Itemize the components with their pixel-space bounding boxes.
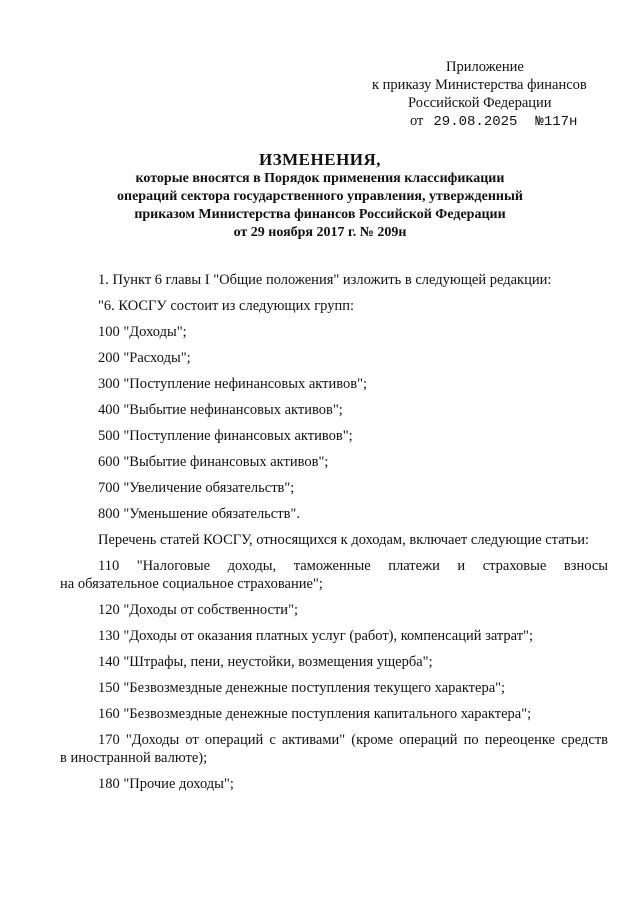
list-item-continuation: в иностранной валюте);: [60, 750, 208, 766]
paragraph: 1. Пункт 6 главы I "Общие положения" изложить в следующей редакции:: [98, 272, 552, 288]
document-body: [60, 271, 608, 801]
appendix-header: [372, 58, 612, 131]
title-line: приказом Министерства финансов Российской Федерации: [134, 207, 506, 222]
order-number: №117н: [535, 114, 578, 130]
appendix-label: Приложение: [446, 59, 524, 75]
list-item: 400 "Выбытие нефинансовых активов";: [98, 402, 343, 418]
paragraph: "6. КОСГУ состоит из следующих групп:: [98, 298, 355, 314]
list-item: 180 "Прочие доходы";: [98, 776, 234, 792]
list-item: 200 "Расходы";: [98, 350, 191, 366]
list-item: 120 "Доходы от собственности";: [98, 602, 299, 618]
list-item: 600 "Выбытие финансовых активов";: [98, 454, 329, 470]
date-number-line: [372, 112, 612, 131]
list-item: 160 "Безвозмездные денежные поступления капитального характера";: [98, 706, 532, 722]
list-item: 500 "Поступление финансовых активов";: [98, 428, 353, 444]
list-item: 100 "Доходы";: [98, 324, 187, 340]
title-line: от 29 ноября 2017 г. № 209н: [233, 225, 407, 240]
country-name: Российской Федерации: [408, 95, 552, 111]
title-line: которые вносятся в Порядок применения классификации: [135, 171, 505, 186]
list-item: 800 "Уменьшение обязательств".: [98, 506, 300, 522]
title-line: операций сектора государственного управления, утвержденный: [117, 189, 523, 204]
list-item-continuation: на обязательное социальное страхование";: [60, 576, 323, 592]
order-date: 29.08.2025: [433, 114, 518, 130]
list-item: 170 "Доходы от операций с активами" (кроме операций по переоценке средств: [98, 732, 608, 748]
list-item: 150 "Безвозмездные денежные поступления текущего характера";: [98, 680, 506, 696]
date-prefix: от: [410, 113, 424, 129]
title-heading: ИЗМЕНЕНИЯ,: [258, 150, 382, 169]
list-item: 130 "Доходы от оказания платных услуг (работ), компенсаций затрат";: [98, 628, 533, 644]
list-item: 300 "Поступление нефинансовых активов";: [98, 376, 368, 392]
list-item: 140 "Штрафы, пени, неустойки, возмещения ущерба";: [98, 654, 433, 670]
order-reference: к приказу Министерства финансов: [372, 77, 587, 93]
list-item: 700 "Увеличение обязательств";: [98, 480, 295, 496]
list-item: 110 "Налоговые доходы, таможенные платежи и страховые взносы: [98, 558, 608, 574]
paragraph: Перечень статей КОСГУ, относящихся к доходам, включает следующие статьи:: [98, 532, 589, 548]
document-title: [0, 150, 640, 242]
